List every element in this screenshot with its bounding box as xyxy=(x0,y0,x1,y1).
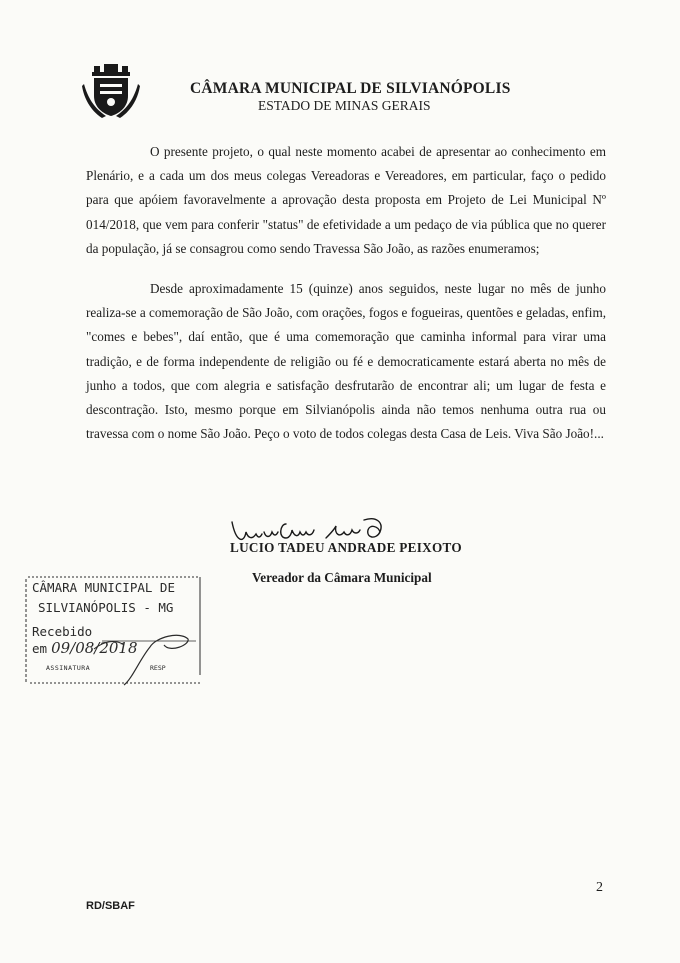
reception-stamp xyxy=(24,575,204,687)
body-paragraph-1-text: O presente projeto, o qual neste momento acabei de apresentar ao conhecimento em Plenário, e a cada um dos meus colegas Vereadoras e Vereadores, em particular, faço o pedido para que apóiem favoravelmente a aprovação desta proposta em Projeto de Lei Municipal Nº 014/2018, que vem para conferir "status" de efetividade a um pedaço de via pública que no querer da população, já se consagrou como sendo Travessa São João, as razões enumeramos; xyxy=(86,144,606,256)
body-paragraph-1 xyxy=(86,140,606,261)
page-number: 2 xyxy=(596,880,603,895)
coat-of-arms-icon xyxy=(80,58,142,120)
footer-code: RD/SBAF xyxy=(86,900,135,912)
stamp-resp-field: RESP xyxy=(150,664,166,672)
stamp-line-2: SILVIANÓPOLIS - MG xyxy=(38,600,174,615)
signer-name: LUCIO TADEU ANDRADE PEIXOTO xyxy=(230,540,462,555)
institution-subtitle: ESTADO DE MINAS GERAIS xyxy=(258,98,431,113)
stamp-signature-field: ASSINATURA xyxy=(46,664,91,672)
institution-title: CÂMARA MUNICIPAL DE SILVIANÓPOLIS xyxy=(190,80,511,97)
document-body xyxy=(86,140,606,446)
body-paragraph-2-text: Desde aproximadamente 15 (quinze) anos seguidos, neste lugar no mês de junho realiza-se a comemoração de São João, com orações, fogos e fogueiras, quentões e geladas, enfim, "comes e bebes", daí então, que é uma comemoração que caminha informal para virar uma tradição, e de forma independente de religião ou fé e democraticamente estará aberta no mês de junho a todos, que com alegria e satisfação desfrutarão de encontrar ali; um lugar de festa e descontração. Isto, mesmo porque em Silvianópolis ainda não temos nenhuma outra rua ou travessa com o nome São João. Peço o voto de todos colegas desta Casa de Leis. Viva São João!... xyxy=(86,281,606,442)
body-paragraph-2 xyxy=(86,277,606,446)
stamp-received xyxy=(32,624,204,657)
stamp-line-1: CÂMARA MUNICIPAL DE xyxy=(32,580,175,595)
stamp-received-label: Recebido em xyxy=(32,624,93,656)
stamp-received-date: 09/08/2018 xyxy=(51,639,138,657)
signer-role: Vereador da Câmara Municipal xyxy=(252,570,432,585)
